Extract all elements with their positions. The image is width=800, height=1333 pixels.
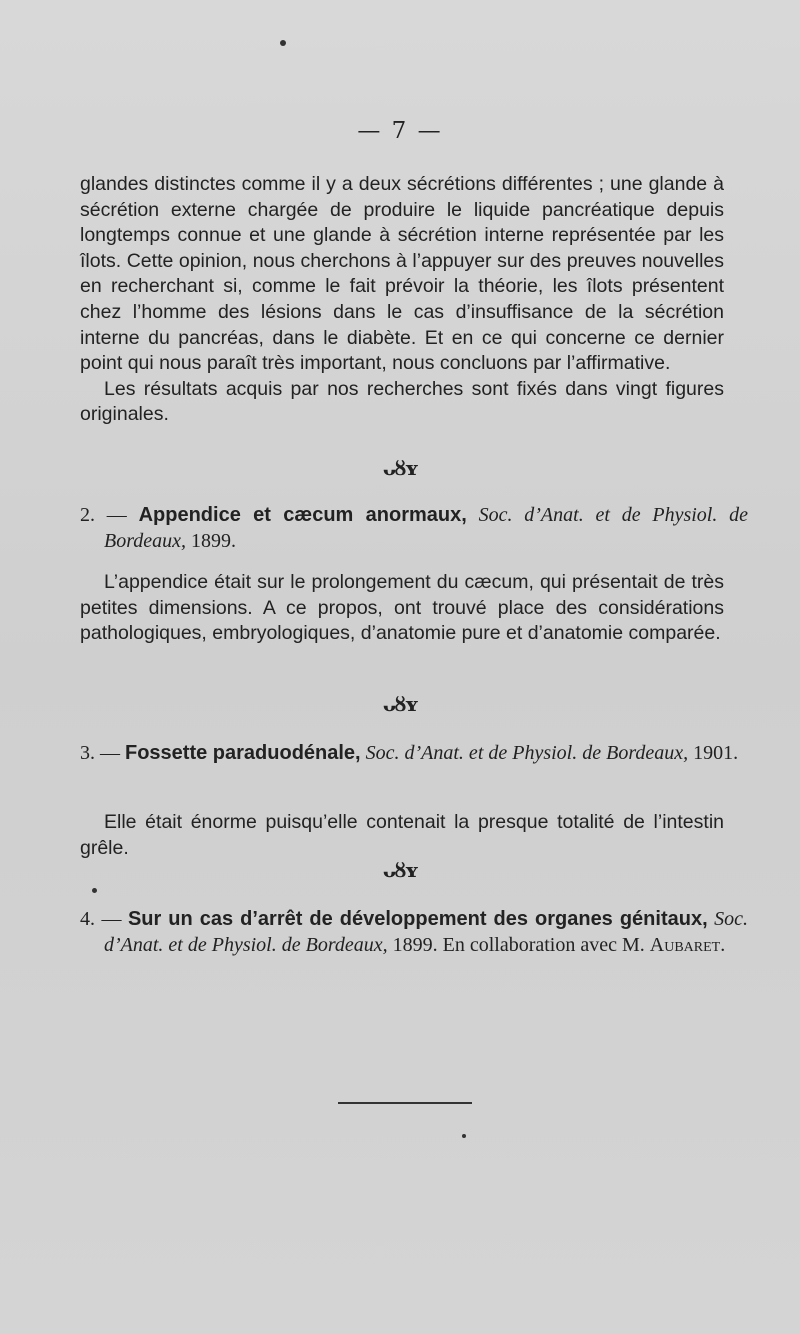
entry-coauthor: Aubaret. [649, 934, 726, 956]
entry-year: 1901. [693, 742, 739, 764]
entry-citation: Soc. d’Anat. et de Physiol. de Bordeaux, [104, 504, 749, 552]
page-number: — 7 — [357, 118, 443, 144]
entry-2-body: L’appendice était sur le prolongement du cæcum, qui présentait de très petites dimensions. A ce propos, ont trouvé place des considérations pathologiques, embryologiques, d’anatomie pure et d’anatomie comparée. [80, 571, 724, 645]
entry-number: 2. — [80, 504, 127, 526]
entry-collaboration: En collaboration avec M. [442, 934, 645, 956]
speck [462, 1134, 466, 1138]
intro-section [80, 172, 724, 428]
entry-4-heading [80, 906, 748, 958]
ornament-divider: ᴗȣʏ [382, 858, 418, 882]
speck [280, 40, 286, 46]
entry-number: 3. — [80, 742, 120, 764]
entry-title: Fossette paraduodénale, [125, 742, 361, 764]
entry-2-heading [80, 502, 748, 554]
entry-citation: Soc. d’Anat. et de Physiol. de Bordeaux, [365, 742, 689, 764]
speck [92, 888, 97, 893]
ornament-divider: ᴗȣʏ [382, 456, 418, 480]
entry-3-heading [80, 740, 748, 766]
entry-title: Sur un cas d’arrêt de développement des organes génitaux, [127, 908, 708, 930]
entry-number: 4. — [80, 908, 122, 930]
ornament-divider: ᴗȣʏ [382, 692, 418, 716]
entry-title: Appendice et cæcum anormaux, [138, 504, 467, 526]
entry-citation: Soc. d’Anat. et de Physiol. de Bordeaux, [104, 908, 748, 956]
intro-figures-paragraph: Les résultats acquis par nos recherches sont fixés dans vingt figures originales. [80, 377, 724, 426]
intro-paragraph: glandes distinctes comme il y a deux sécrétions différentes ; une glande à sécrétion externe chargée de produire le liquide pancréatique depuis longtemps connue et une glande à sécrétion interne représentée par les îlots. Cette opinion, nous cherchons à l’appuyer sur des preuves nouvelles en recherchant si, comme le fait prévoir la théorie, les îlots présentent chez l’homme des lésions dans le cas d’insuffisance de la sécrétion interne du pancréas, dans le diabète. Et en ce qui concerne ce dernier point qui nous paraît très important, nous concluons par l’affirmative. [80, 173, 724, 375]
entry-year: 1899. [392, 934, 438, 956]
entry-3-body: Elle était énorme puisqu’elle contenait la presque totalité de l’intestin grêle. [80, 811, 724, 859]
entry-year: 1899. [191, 530, 237, 552]
closing-rule [338, 1102, 472, 1104]
